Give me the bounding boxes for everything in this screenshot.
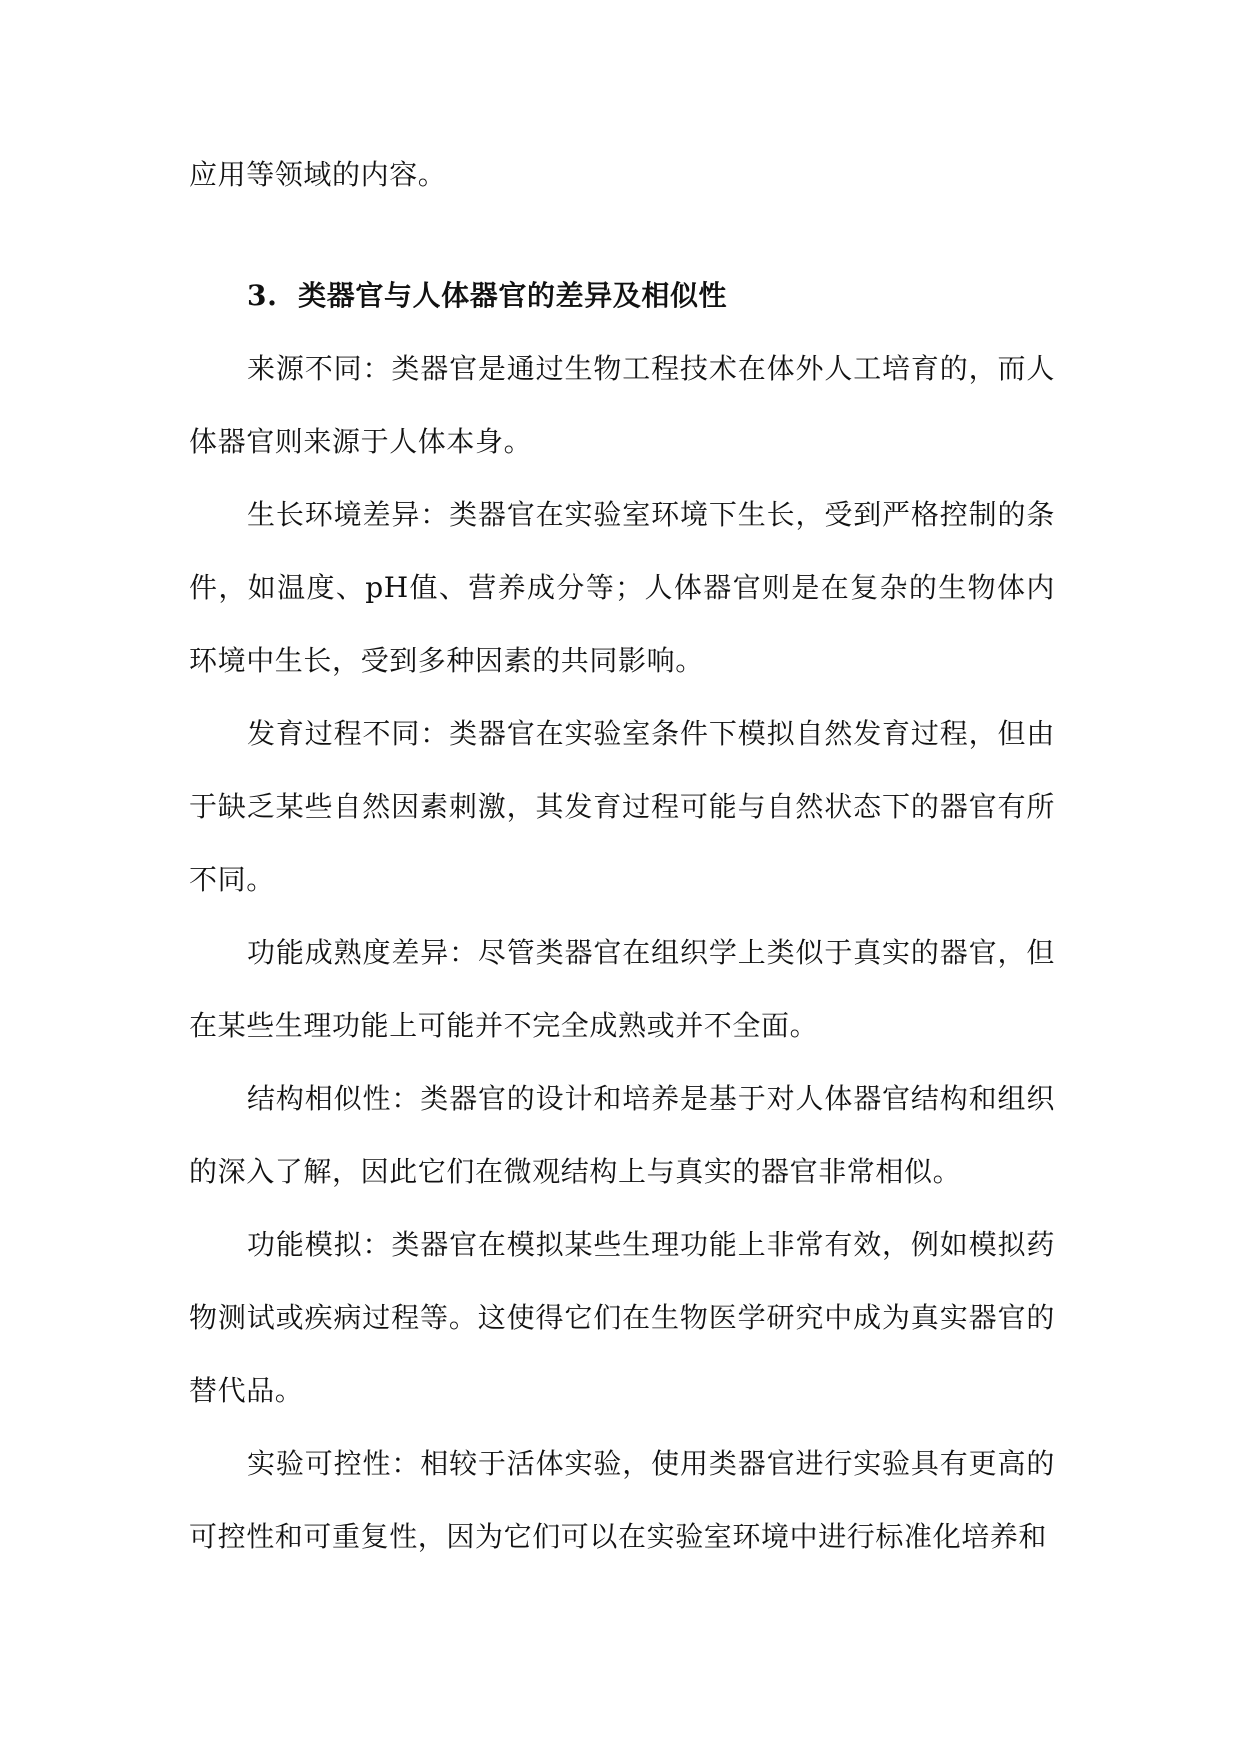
body-text <box>189 138 1055 1573</box>
paragraph-growth-environment: 生长环境差异：类器官在实验室环境下生长，受到严格控制的条件，如温度、pH值、营养成分等；人体器官则是在复杂的生物体内环境中生长，受到多种因素的共同影响。 <box>189 498 1055 677</box>
paragraph-structural-similarity: 结构相似性：类器官的设计和培养是基于对人体器官结构和组织的深入了解，因此它们在微观结构上与真实的器官非常相似。 <box>189 1082 1055 1188</box>
paragraph-function-simulation: 功能模拟：类器官在模拟某些生理功能上非常有效，例如模拟药物测试或疾病过程等。这使得它们在生物医学研究中成为真实器官的替代品。 <box>189 1228 1055 1407</box>
continuation-paragraph: 应用等领域的内容。 <box>189 158 447 191</box>
section-heading <box>189 259 1055 332</box>
paragraph-functional-maturity: 功能成熟度差异：尽管类器官在组织学上类似于真实的器官，但在某些生理功能上可能并不完全成熟或并不全面。 <box>189 936 1055 1042</box>
paragraph-development-process: 发育过程不同：类器官在实验室条件下模拟自然发育过程，但由于缺乏某些自然因素刺激，其发育过程可能与自然状态下的器官有所不同。 <box>189 717 1055 896</box>
paragraph-experimental-control: 实验可控性：相较于活体实验，使用类器官进行实验具有更高的可控性和可重复性，因为它们可以在实验室环境中进行标准化培养和 <box>189 1447 1055 1553</box>
section-title: 类器官与人体器官的差异及相似性 <box>298 279 728 312</box>
section-number: 3. <box>247 279 278 312</box>
paragraph-source-difference: 来源不同：类器官是通过生物工程技术在体外人工培育的，而人体器官则来源于人体本身。 <box>189 352 1055 458</box>
